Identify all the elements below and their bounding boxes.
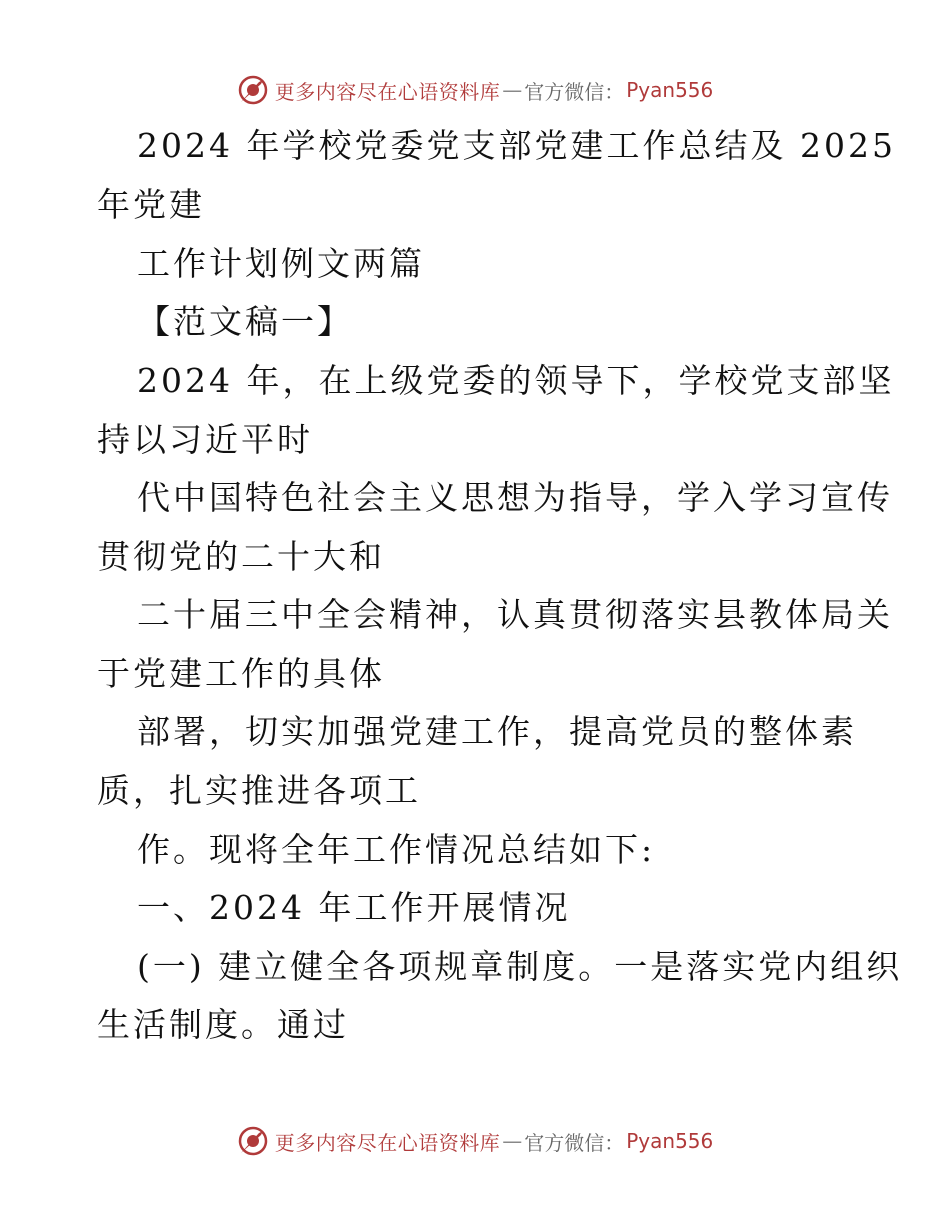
paragraph-line: 生活制度。通过 [97, 1005, 349, 1044]
paragraph-line: 于党建工作的具体 [97, 654, 385, 693]
watermark-label: 官方微信： [524, 1130, 625, 1155]
watermark-text: 更多内容尽在心语资料库 [274, 1130, 501, 1155]
quill-logo-icon [237, 1125, 269, 1157]
watermark-id: Pyan556 [626, 78, 714, 102]
paragraph-line: 部署，切实加强党建工作，提高党员的整体素 [137, 712, 857, 751]
paragraph-line: 代中国特色社会主义思想为指导，学入学习宣传 [137, 478, 893, 517]
paragraph-line: 持以习近平时 [97, 420, 313, 459]
document-title-line-2: 年党建 [97, 185, 205, 224]
watermark-dash: — [502, 78, 523, 102]
watermark-id: Pyan556 [626, 1129, 714, 1153]
paragraph-line: (一) 建立健全各项规章制度。一是落实党内组织 [137, 947, 903, 986]
paragraph-line: 2024 年，在上级党委的领导下，学校党支部坚 [137, 361, 895, 400]
paragraph-line: 作。现将全年工作情况总结如下: [137, 830, 656, 869]
document-title-line-1: 2024 年学校党委党支部党建工作总结及 2025 [137, 126, 896, 165]
document-title-line-3: 工作计划例文两篇 [137, 244, 425, 283]
section-heading: 【范文稿一】 [137, 302, 353, 341]
watermark-text: 更多内容尽在心语资料库 [274, 79, 501, 104]
paragraph-line: 质，扎实推进各项工 [97, 771, 421, 810]
watermark-label: 官方微信： [524, 79, 625, 104]
paragraph-line: 贯彻党的二十大和 [97, 537, 385, 576]
watermark-dash: — [502, 1129, 523, 1153]
paragraph-line: 二十届三中全会精神，认真贯彻落实县教体局关 [137, 595, 893, 634]
footer-watermark [0, 1123, 950, 1159]
subsection-heading: 一、2024 年工作开展情况 [137, 888, 571, 927]
